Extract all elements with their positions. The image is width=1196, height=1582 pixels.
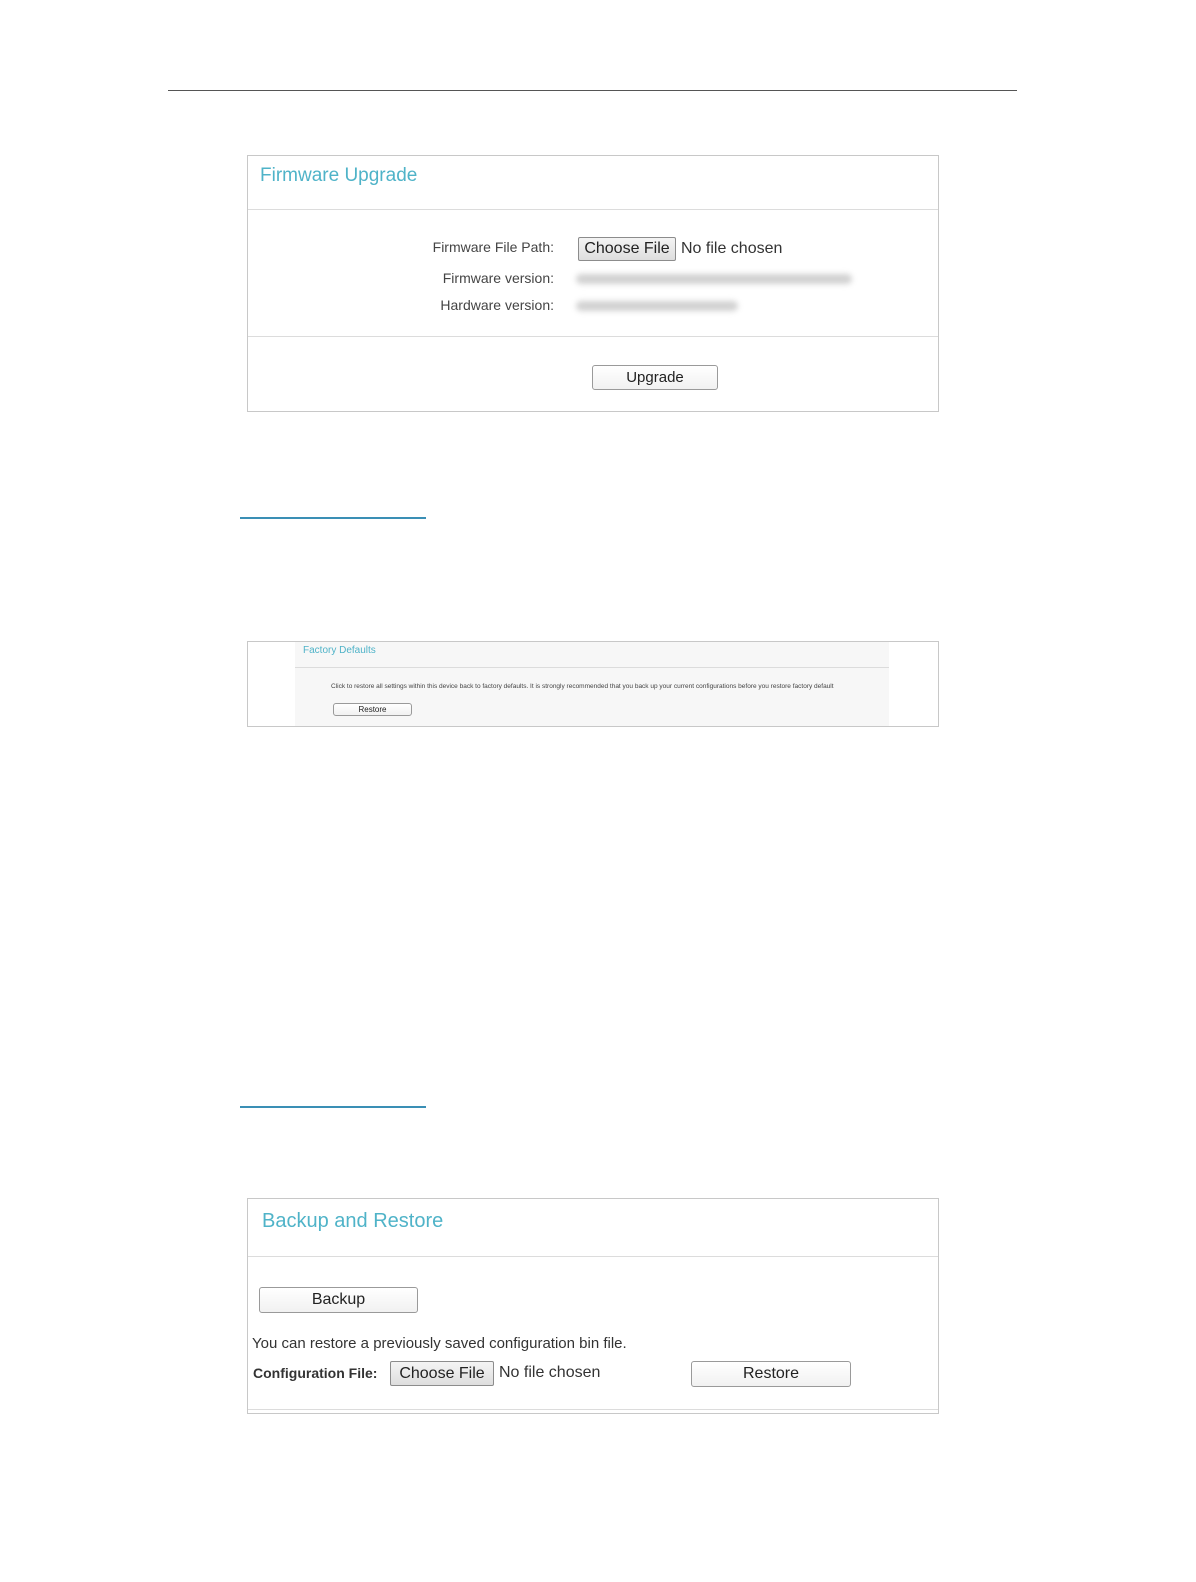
configuration-file-label: Configuration File: bbox=[253, 1365, 378, 1381]
upgrade-button[interactable]: Upgrade bbox=[592, 365, 718, 390]
firmware-no-file-text: No file chosen bbox=[681, 240, 783, 257]
factory-defaults-title: Factory Defaults bbox=[303, 645, 376, 656]
firmware-upgrade-title: Firmware Upgrade bbox=[260, 165, 418, 186]
panel-divider bbox=[248, 336, 938, 337]
section-rule bbox=[240, 517, 426, 519]
firmware-upgrade-panel bbox=[247, 155, 939, 412]
section-rule bbox=[240, 1106, 426, 1108]
firmware-version-label: Firmware version: bbox=[442, 270, 554, 286]
panel-divider bbox=[248, 209, 938, 210]
factory-defaults-panel bbox=[247, 641, 939, 727]
backup-restore-title: Backup and Restore bbox=[262, 1210, 444, 1232]
factory-defaults-inner bbox=[295, 642, 889, 726]
backup-restore-panel bbox=[247, 1198, 939, 1414]
firmware-version-value-redacted bbox=[576, 274, 852, 284]
backup-button[interactable]: Backup bbox=[259, 1287, 418, 1313]
panel-divider bbox=[248, 1409, 938, 1410]
hardware-version-value-redacted bbox=[576, 301, 738, 311]
config-no-file-text: No file chosen bbox=[499, 1364, 601, 1381]
config-choose-file-button[interactable]: Choose File bbox=[390, 1361, 494, 1386]
factory-defaults-divider bbox=[295, 667, 889, 668]
restore-info-text: You can restore a previously saved configuration bin file. bbox=[252, 1335, 627, 1352]
page-header-rule bbox=[168, 90, 1017, 91]
panel-divider bbox=[248, 1256, 938, 1257]
factory-restore-button[interactable]: Restore bbox=[333, 703, 412, 716]
config-restore-button[interactable]: Restore bbox=[691, 1361, 851, 1387]
hardware-version-label: Hardware version: bbox=[440, 297, 554, 313]
firmware-choose-file-button[interactable]: Choose File bbox=[578, 237, 676, 261]
firmware-file-path-label: Firmware File Path: bbox=[432, 239, 554, 255]
factory-defaults-description: Click to restore all settings within this device back to factory defaults. It is strongly recommended that you back up your current configurations before you restore factory default bbox=[331, 683, 834, 690]
